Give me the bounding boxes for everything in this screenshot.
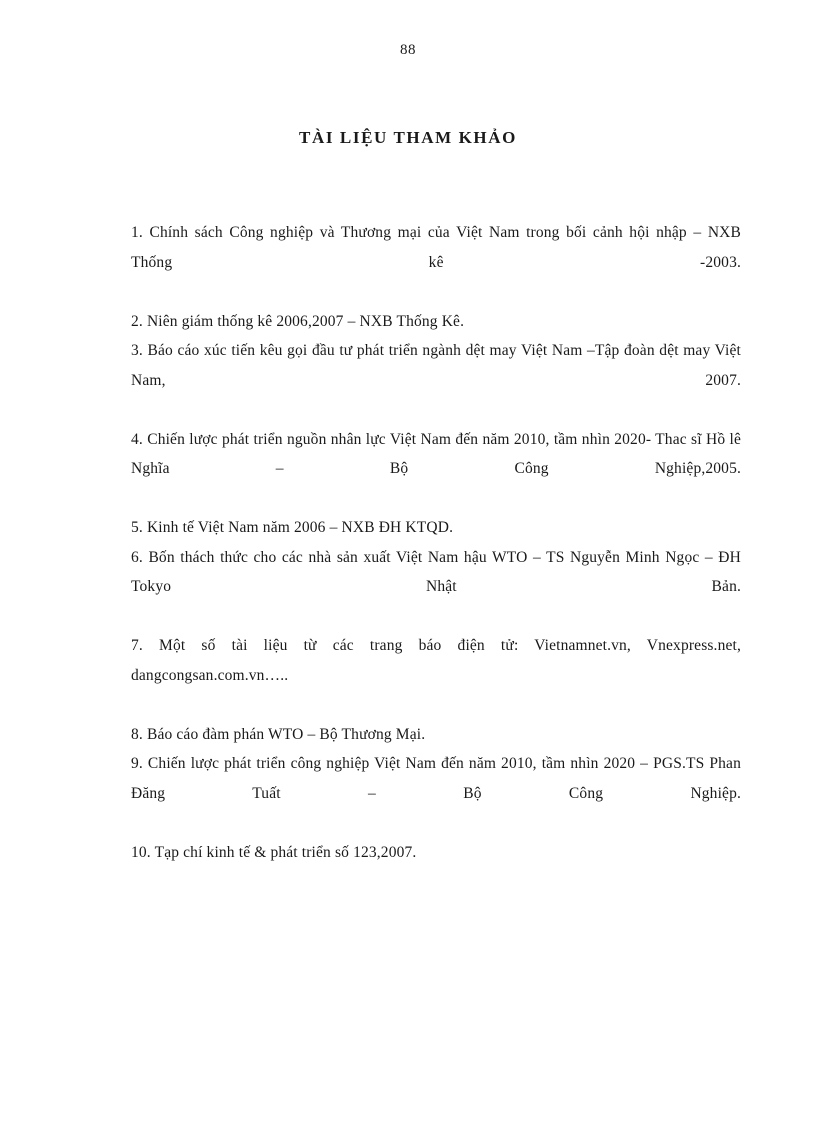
list-item: 2. Niên giám thống kê 2006,2007 – NXB Thống Kê.: [131, 312, 465, 330]
reference-list: [131, 218, 741, 867]
list-item: 5. Kinh tế Việt Nam năm 2006 – NXB ĐH KTQD.: [131, 519, 454, 536]
list-item: 3. Báo cáo xúc tiến kêu gọi đầu tư phát triển ngành dệt may Việt Nam –Tập đoàn dệt may Việt Nam, 2007.: [131, 342, 741, 389]
list-item: 4. Chiến lược phát triển nguồn nhân lực Việt Nam đến năm 2010, tầm nhìn 2020- Thac sĩ Hồ lê Nghĩa – Bộ Công Nghiệp,2005.: [131, 430, 741, 477]
list-item: 10. Tạp chí kinh tế & phát triển số 123,2007.: [131, 843, 417, 861]
page-number: 88: [400, 42, 416, 58]
list-item: 8. Báo cáo đàm phán WTO – Bộ Thương Mại.: [131, 725, 426, 743]
list-item: 9. Chiến lược phát triển công nghiệp Việt Nam đến năm 2010, tầm nhìn 2020 – PGS.TS Phan Đăng Tuất – Bộ Công Nghiệp.: [131, 755, 741, 802]
list-item: 6. Bốn thách thức cho các nhà sản xuất Việt Nam hậu WTO – TS Nguyễn Minh Ngọc – ĐH Tokyo Nhật Bản.: [131, 548, 741, 595]
page-title: TÀI LIỆU THAM KHẢO: [299, 128, 517, 147]
list-item: 1. Chính sách Công nghiệp và Thương mại của Việt Nam trong bối cảnh hội nhập – NXB Thống kê -2003.: [131, 224, 741, 271]
list-item: 7. Một số tài liệu từ các trang báo điện tử: Vietnamnet.vn, Vnexpress.net, dangcongsan.com.vn…..: [131, 637, 741, 684]
